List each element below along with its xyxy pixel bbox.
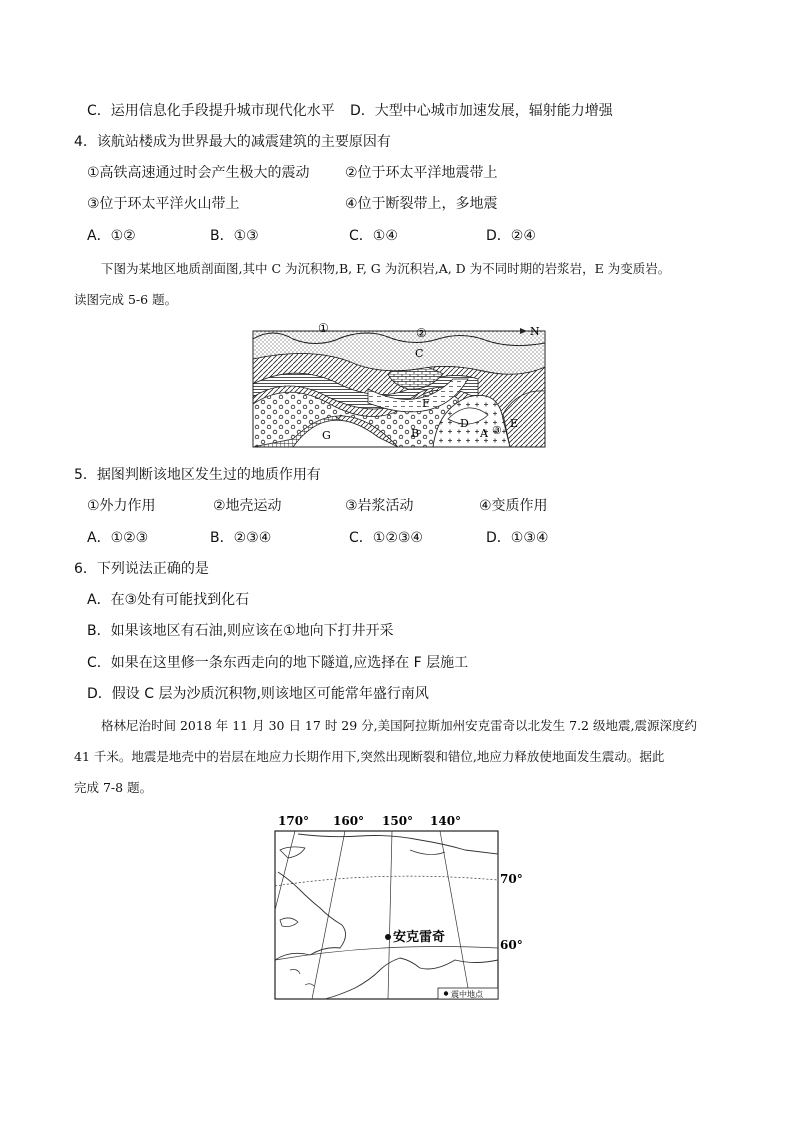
q5-option-a: A．①②③ [87,530,149,546]
lat-label-70: 70° [500,872,523,886]
lat-label-60: 60° [500,938,523,952]
label-a: A [480,427,488,440]
city-label-anchorage: 安克雷奇 [393,930,446,945]
q5-option-d: D．①③④ [486,530,549,546]
q5-option-b: B．②③④ [210,530,272,546]
q5-option-c: C．①②③④ [349,530,423,546]
intro-7-8-line3: 完成 7-8 题。 [74,780,153,795]
q3-option-c: C．运用信息化手段提升城市现代化水平 [87,103,335,119]
q6-option-c: C．如果在这里修一条东西走向的地下隧道,应选择在 F 层施工 [87,655,469,671]
q5-item-2: ②地壳运动 [213,498,282,514]
label-site-2: ② [416,326,427,340]
label-site-3: ③ [492,424,502,437]
q4-option-d: D．②④ [486,228,536,244]
label-site-1: ① [318,321,329,335]
label-north: N [530,325,540,338]
q3-option-d: D．大型中心城市加速发展，辐射能力增强 [350,103,613,119]
lon-label-140: 140° [430,814,462,828]
intro-7-8-line2: 41 千米。地震是地壳中的岩层在地应力长期作用下,突然出现断裂和错位,地应力释放使地面发生震动。据此 [74,749,665,764]
alaska-map-figure [270,810,530,1002]
q4-option-b: B．①③ [210,228,259,244]
map-frame [275,831,498,999]
label-f: F [422,397,430,410]
q4-item-2: ②位于环太平洋地震带上 [345,165,498,181]
q4-item-4: ④位于断裂带上，多地震 [345,196,498,212]
q6-option-d: D．假设 C 层为沙质沉积物,则该地区可能常年盛行南风 [87,686,429,702]
q4-item-3: ③位于环太平洋火山带上 [87,196,240,212]
geologic-section-figure [248,319,548,449]
q6-option-a: A．在③处有可能找到化石 [87,592,250,608]
q5-item-1: ①外力作用 [87,498,156,514]
q6-stem: 6．下列说法正确的是 [74,561,209,577]
q4-option-a: A．①② [87,228,136,244]
q4-stem: 4．该航站楼成为世界最大的减震建筑的主要原因有 [74,134,391,150]
label-g: G [322,429,331,442]
q6-option-b: B．如果该地区有石油,则应该在①地向下打井开采 [87,623,394,639]
q5-item-4: ④变质作用 [479,498,548,514]
q5-stem: 5．据图判断该地区发生过的地质作用有 [74,467,321,483]
intro-7-8-line1: 格林尼治时间 2018 年 11 月 30 日 17 时 29 分,美国阿拉斯加州安克雷奇以北发生 7.2 级地震,震源深度约 [101,718,697,733]
q4-option-c: C．①④ [349,228,398,244]
label-b: B [411,427,420,440]
legend-label: 震中地点 [451,990,483,999]
epicenter-marker [385,934,391,940]
lon-label-150: 150° [382,814,414,828]
label-d: D [460,417,469,430]
label-c: C [415,347,424,360]
label-e: E [510,417,519,430]
lon-label-160: 160° [333,814,365,828]
intro-5-6-line1: 下图为某地区地质剖面图,其中 C 为沉积物,B, F, G 为沉积岩,A, D 为不同时期的岩浆岩，E 为变质岩。 [101,261,671,276]
q5-item-3: ③岩浆活动 [345,498,414,514]
intro-5-6-line2: 读图完成 5-6 题。 [74,292,178,307]
q4-item-1: ①高铁高速通过时会产生极大的震动 [87,165,310,181]
lon-label-170: 170° [278,814,310,828]
